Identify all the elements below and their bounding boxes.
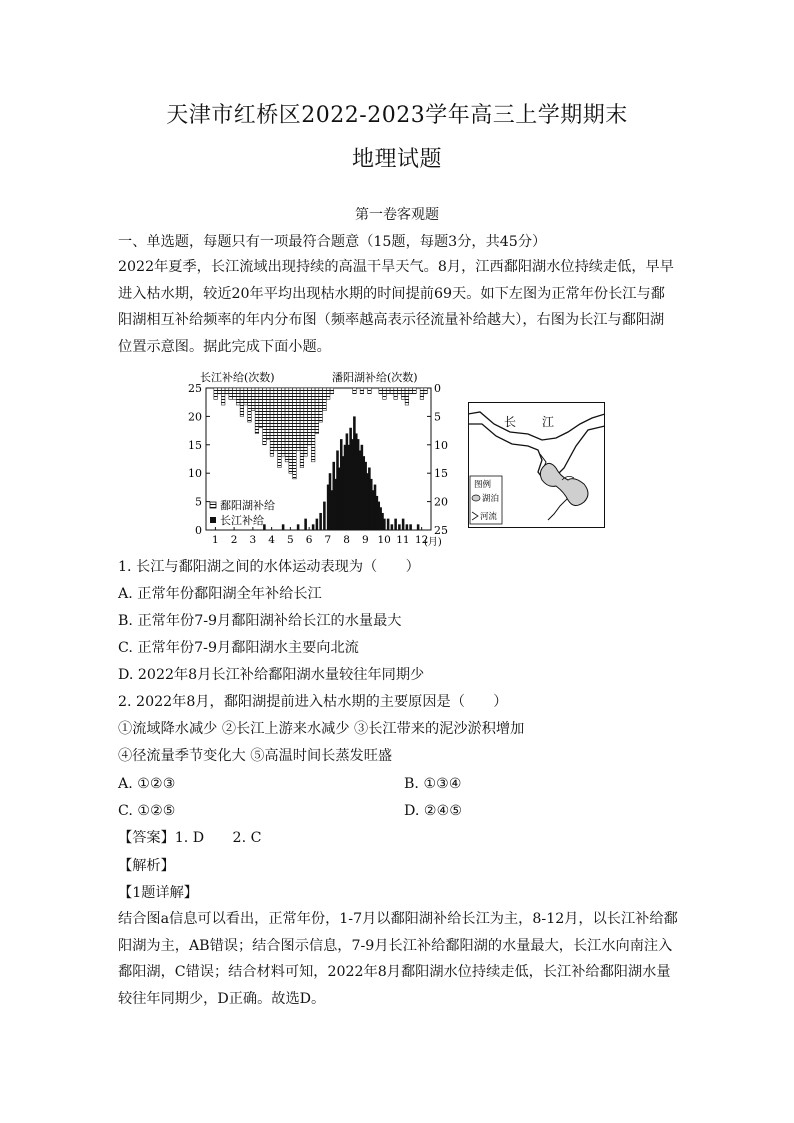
river-supply-bar [312, 524, 315, 530]
legend-lake-label: 鄱阳湖补给 [220, 499, 275, 512]
q2-statements-1: ①流域降水减少 ②长江上游来水减少 ③长江带来的泥沙淤积增加 [118, 721, 525, 737]
lake-supply-bar [278, 388, 282, 468]
lake-supply-bar [401, 388, 405, 399]
section-heading: 第一卷客观题 [355, 207, 439, 223]
q2-option-b: B. ①③④ [404, 776, 462, 792]
x-axis-unit: (月) [424, 537, 442, 548]
lake-supply-bar [214, 388, 218, 399]
q1-detail-text: 结合图a信息可以看出，正常年份，1-7月以鄱阳湖补给长江为主，8-12月，以长江补给鄱阳湖为主，AB错误；结合图示信息，7-9月长江补给鄱阳湖的水量最大，长江水向南注入鄱阳湖，C错误；结合材料可知，2022年8月鄱阳湖水位持续走低，长江补给鄱阳湖水量较往年同期少，D正确。故选D。 [118, 911, 678, 1007]
map-label-chang: 长 [504, 415, 517, 429]
river-supply-bar [387, 519, 390, 530]
left-tick-label: 25 [188, 382, 202, 395]
lake-supply-bar [225, 388, 229, 394]
lake-supply-bar [315, 388, 319, 433]
x-tick-label: 9 [362, 534, 369, 546]
lake-supply-bar [330, 388, 334, 394]
left-tick-label: 10 [188, 467, 202, 481]
lake-supply-bar [289, 388, 293, 473]
lake-supply-bar [221, 388, 225, 405]
left-tick-label: 0 [195, 524, 202, 537]
x-tick-label: 5 [287, 534, 294, 546]
river-supply-bar [316, 519, 319, 530]
lake-supply-bar [386, 388, 390, 394]
right-tick-label: 10 [434, 438, 448, 452]
q1-stem: 1. 长江与鄱阳湖之间的水体运动表现为（ ） [118, 559, 420, 575]
lake-supply-bar [353, 388, 357, 394]
lake-supply-bar [308, 388, 312, 445]
lake-supply-bar [240, 388, 244, 416]
river-supply-bar [417, 524, 420, 530]
lake-supply-bar [233, 388, 237, 399]
lake-supply-bar [319, 388, 323, 422]
lake-legend-icon [472, 495, 480, 501]
right-tick-label: 25 [434, 524, 448, 537]
x-tick-label: 7 [324, 534, 332, 546]
river-supply-bar [398, 524, 401, 530]
right-axis-label: 潘阳湖补给(次数) [332, 371, 418, 384]
lake-supply-bar [266, 388, 270, 439]
left-tick-label: 20 [188, 410, 202, 424]
q1-option-d: D. 2022年8月长江补给鄱阳湖水量较往年同期少 [118, 667, 425, 683]
left-tick-label: 5 [195, 495, 202, 509]
river-supply-bar [297, 524, 300, 530]
lake-supply-bar [304, 388, 308, 456]
river-supply-bar [406, 524, 409, 530]
river-supply-bar [394, 519, 397, 530]
lake-supply-bar [405, 388, 409, 405]
lake-supply-bar [398, 388, 402, 394]
lake-supply-bar [379, 388, 383, 394]
river-supply-bar [323, 502, 326, 530]
river-supply-bar [282, 524, 285, 530]
x-tick-label: 4 [268, 534, 275, 546]
q1-option-a: A. 正常年份鄱阳湖全年补给长江 [118, 586, 322, 602]
left-tick-label: 15 [188, 438, 202, 452]
lake-supply-bar [394, 388, 398, 399]
legend-river-swatch [210, 517, 216, 523]
q1-option-c: C. 正常年份7-9月鄱阳湖水主要向北流 [118, 640, 359, 656]
intro-paragraph: 2022年夏季，长江流域出现持续的高温干旱天气。8月，江西鄱阳湖水位持续走低，早早进入枯水期，较近20年平均出现枯水期的时间提前69天。如下左图为正常年份长江与鄱阳湖相互补给频率的年内分布图（频率越高表示径流量补给越大），右图为长江与鄱阳湖位置示意图。据此完成下面小题。 [118, 259, 674, 355]
part-heading: 一、单选题，每题只有一项最符合题意（15题，每题3分，共45分） [118, 234, 547, 250]
exam-subtitle: 地理试题 [351, 147, 442, 172]
lake-supply-bar [251, 388, 255, 411]
left-axis-label: 长江补给(次数) [200, 371, 275, 384]
x-tick-label: 11 [396, 534, 410, 546]
lake-supply-bar [293, 388, 297, 479]
x-tick-label: 6 [305, 534, 313, 546]
legend-lake-swatch [210, 502, 216, 508]
q1-detail-heading: 【1题详解】 [118, 885, 198, 901]
lake-supply-bar [311, 388, 315, 462]
lake-supply-bar [244, 388, 248, 405]
supply-frequency-chart [180, 368, 452, 552]
q2-stem: 2. 2022年8月，鄱阳湖提前进入枯水期的主要原因是（ ） [118, 694, 508, 710]
river-supply-bar [304, 519, 307, 530]
lake-supply-bar [270, 388, 274, 456]
location-map [468, 402, 605, 528]
map-legend-river: 河流 [480, 512, 498, 522]
right-tick-label: 15 [434, 467, 448, 481]
right-tick-label: 5 [434, 410, 441, 424]
lake-supply-bar [263, 388, 267, 445]
x-tick-label: 8 [343, 534, 350, 546]
lake-supply-bar [281, 388, 285, 456]
lake-supply-bar [285, 388, 289, 462]
lake-supply-bar [218, 388, 222, 394]
lake-supply-bar [300, 388, 304, 468]
x-tick-label: 3 [249, 534, 257, 546]
lake-supply-bar [383, 388, 387, 399]
left-axis-ticks [188, 382, 210, 537]
lake-supply-bar [274, 388, 278, 450]
q2-option-d: D. ②④⑤ [404, 803, 463, 819]
analysis-heading: 【解析】 [118, 858, 175, 874]
q2-statements-2: ④径流量季节变化大 ⑤高温时间长蒸发旺盛 [118, 748, 393, 764]
q1-option-b: B. 正常年份7-9月鄱阳湖补给长江的水量最大 [118, 613, 402, 629]
lake-supply-bar [424, 388, 428, 394]
x-tick-label: 10 [377, 534, 391, 546]
map-legend-lake: 湖泊 [482, 494, 500, 504]
x-tick-label: 12 [414, 534, 429, 546]
x-tick-label: 1 [212, 534, 219, 546]
exam-title: 天津市红桥区2022-2023学年高三上学期期末 [166, 103, 628, 128]
lake-supply-bar [326, 388, 330, 399]
lake-supply-bar [255, 388, 259, 433]
lake-supply-bar [259, 388, 263, 428]
lake-supply-bar [323, 388, 327, 411]
legend-river-label: 长江补给 [220, 514, 264, 527]
right-axis-ticks [427, 382, 448, 537]
map-label-jiang: 江 [542, 415, 555, 429]
q2-option-a: A. ①②③ [118, 776, 176, 792]
lake-supply-bar [420, 388, 424, 399]
lake-supply-bar [229, 388, 233, 399]
lake-supply-bar [409, 388, 413, 394]
lake-supply-bar [236, 388, 240, 405]
map-legend-title: 图例 [474, 480, 492, 490]
lake-supply-bar [390, 388, 394, 394]
lake-supply-bar [248, 388, 252, 422]
river-supply-bar [409, 524, 412, 530]
river-supply-bar [391, 524, 394, 530]
lake-supply-bar [413, 388, 417, 394]
right-tick-label: 20 [434, 495, 448, 509]
river-supply-bar [319, 513, 322, 530]
x-tick-label: 2 [230, 534, 238, 546]
answer-line: 【答案】1. D 2. C [118, 830, 262, 846]
q2-option-c: C. ①②⑤ [118, 803, 176, 819]
lake-supply-bar [296, 388, 300, 450]
right-tick-label: 0 [434, 382, 441, 395]
lake-supply-bar [368, 388, 372, 394]
lake-supply-bars [214, 388, 428, 479]
lake-supply-bar [360, 388, 364, 394]
